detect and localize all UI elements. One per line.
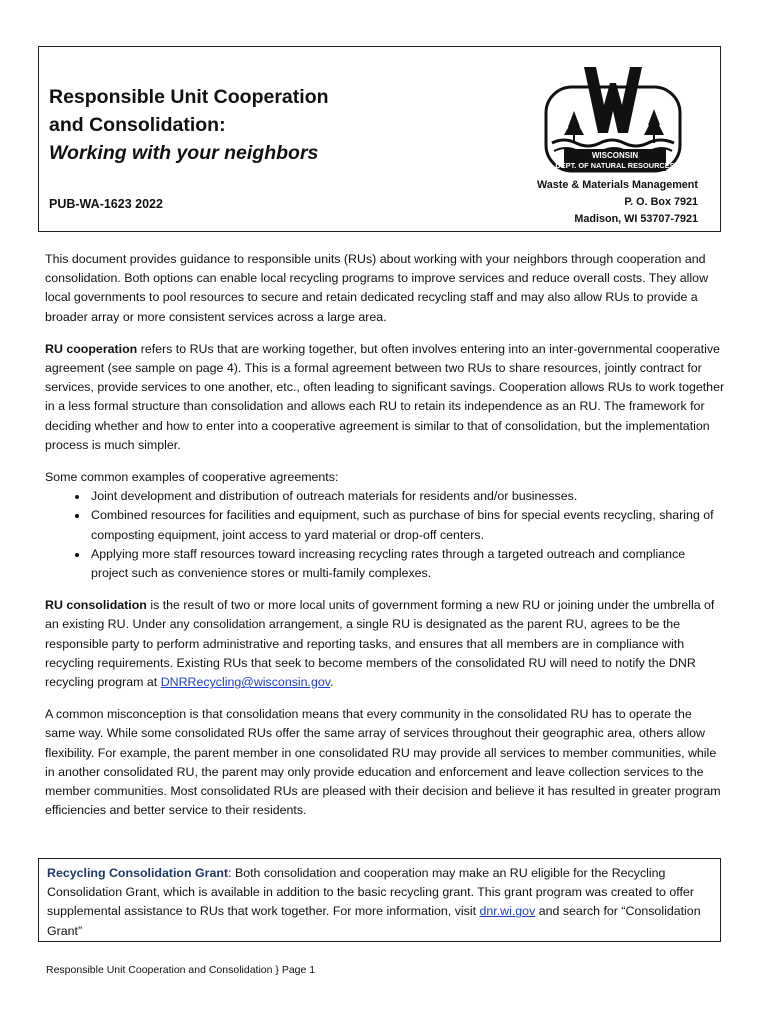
title-line-2: and Consolidation: <box>49 114 226 136</box>
list-item: • Applying more staff resources toward increasing recycling rates through a targeted outreach and compliance project such as convenience stores or multi-family complexes. <box>89 545 725 583</box>
grant-colon: : <box>228 866 232 880</box>
document-body <box>45 250 725 833</box>
grant-text: Both consolidation and cooperation may make an RU eligible for the Recycling Consolidation Grant, which is available in addition to the basic recycling grant. This grant program was created to offer supplemental assistance to RUs that work together. For more information, visit <box>47 866 694 919</box>
cooperation-paragraph <box>45 340 725 455</box>
logo-text-2: DEPT. OF NATURAL RESOURCES <box>555 161 675 170</box>
intro-paragraph: This document provides guidance to responsible units (RUs) about working with your neighbors through cooperation and consolidation. Both options can enable local recycling programs to improve services and reduce overall costs. They allow local governments to pool resources to secure and retain dedicated recycling staff and may also allow RUs to provide a broader array or more consistent services across a large area. <box>45 252 709 324</box>
examples-list <box>45 487 725 583</box>
consolidation-end: . <box>330 675 334 690</box>
address-block <box>537 177 698 228</box>
publication-id: PUB-WA-1623 2022 <box>49 197 163 211</box>
cooperation-text: refers to RUs that are working together, but often involves entering into an inter-governmental cooperative agreement (see sample on page 4). This is a formal agreement between two RUs to share resources, jointly contract for services, provide services to one another, etc., often leading to significant savings. Cooperation allows RUs to work together in a less formal structure than consolidation and allows each RU to retain its independence as an RU. The framework for deciding whether and how to enter into a cooperative agreement is similar to that of consolidation, but the implementation process is much simpler. <box>45 341 725 452</box>
wisconsin-dnr-logo-icon <box>544 65 682 173</box>
page-title <box>49 83 329 167</box>
dnr-email-link[interactable]: DNRRecycling@wisconsin.gov <box>160 675 331 690</box>
address-line-1: Waste & Materials Management <box>537 179 698 191</box>
consolidation-paragraph <box>45 596 725 692</box>
consolidation-text: is the result of two or more local units of government forming a new RU or joining under the umbrella of an existing RU. Under any consolidation arrangement, a single RU is designated as the parent RU, agrees to be the responsible party to perform administrative and reporting tasks, and ensures that all members are in compliance with recycling requirements. Existing RUs that seek to become members of the consolidated RU will need to notify the DNR recycling program at <box>45 598 715 690</box>
header-box <box>38 46 721 232</box>
logo-text-1: WISCONSIN <box>591 151 639 160</box>
address-line-3: Madison, WI 53707-7921 <box>574 213 698 225</box>
grant-label: Recycling Consolidation Grant <box>47 866 229 880</box>
title-line-1: Responsible Unit Cooperation <box>49 86 329 108</box>
examples-intro: Some common examples of cooperative agreements: <box>45 470 339 485</box>
dnr-website-link[interactable]: dnr.wi.gov <box>479 904 536 919</box>
misconception-paragraph: A common misconception is that consolidation means that every community in the consolidated RU has to operate the same way. While some consolidated RUs offer the same array of services throughout their geographic area, others allow flexibility. For example, the parent member in one consolidated RU may provide all services to member communities, while in another consolidated RU, the parent may only provide education and enforcement and leave collection services to the member communities. Most consolidated RUs are pleased with their decision and believe it has resulted in greater program efficiencies and better service to their residents. <box>45 707 721 818</box>
grant-end: and search for “Consolidation Grant” <box>47 904 701 938</box>
page-subtitle: Working with your neighbors <box>49 142 319 164</box>
cooperation-term: RU cooperation <box>45 341 138 356</box>
page-footer: Responsible Unit Cooperation and Consolidation } Page 1 <box>46 964 316 976</box>
list-item: • Joint development and distribution of outreach materials for residents and/or businesses. <box>89 487 725 506</box>
grant-callout-box <box>38 858 721 942</box>
address-line-2: P. O. Box 7921 <box>624 196 698 208</box>
consolidation-term: RU consolidation <box>45 598 147 613</box>
list-item: • Combined resources for facilities and equipment, such as purchase of bins for special events recycling, sharing of composting equipment, joint access to yard material or drop-off centers. <box>89 506 725 544</box>
